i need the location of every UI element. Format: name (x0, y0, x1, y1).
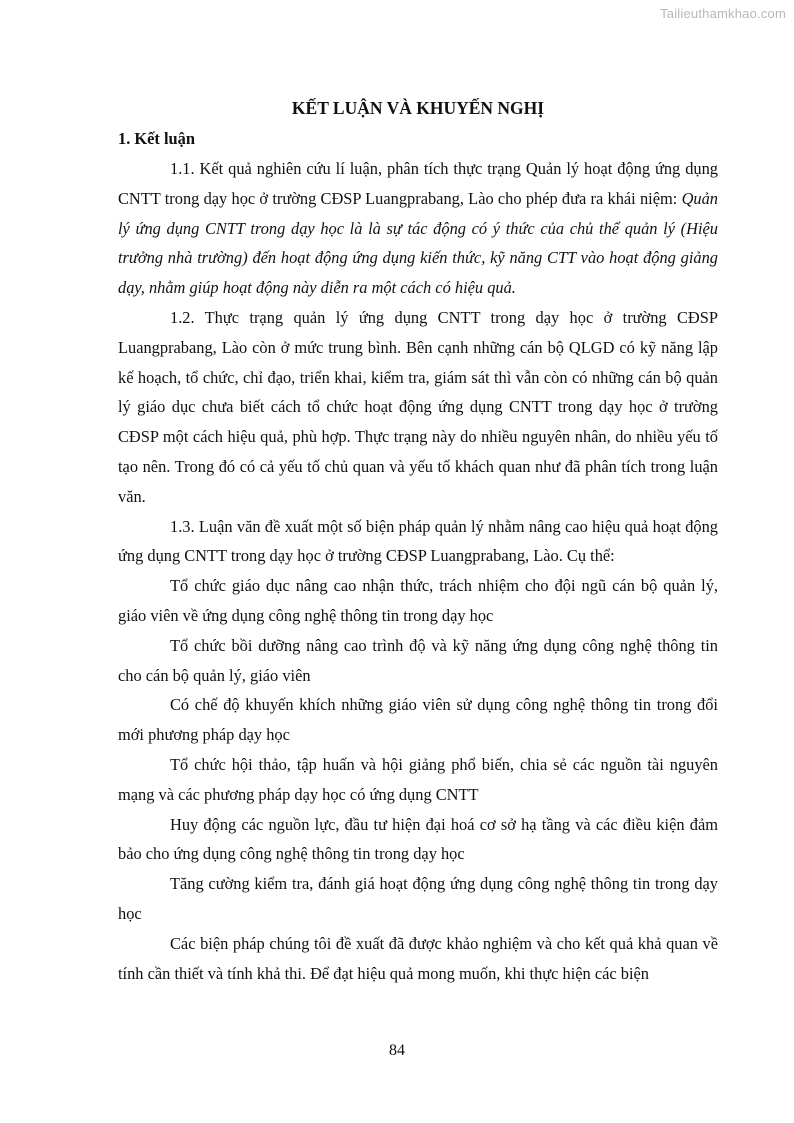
concept-definition: Quản lý ứng dụng CNTT trong dạy học là là sự tác động có ý thức của chủ thể quản lý (Hiệu trưởng nhà trường) đến hoạt động ứng dụng kiến thức, kỹ năng CTT vào hoạt động giảng dạy, nhằm giúp hoạt động này diễn ra một cách có hiệu quả. (118, 188, 718, 298)
closing-paragraph: Các biện pháp chúng tôi đề xuất đã được khảo nghiệm và cho kết quả khả quan về tính cần thiết và tính khả thi. Để đạt hiệu quả mong muốn, khi thực hiện các biện (118, 933, 718, 983)
page-title: KẾT LUẬN VÀ KHUYẾN NGHỊ (291, 98, 545, 118)
paragraph-1-1 (118, 154, 718, 303)
measure-item: Tổ chức giáo dục nâng cao nhận thức, trách nhiệm cho đội ngũ cán bộ quản lý, giáo viên về ứng dụng công nghệ thông tin trong dạy học (118, 576, 718, 625)
section-heading: 1. Kết luận (118, 129, 195, 148)
paragraph-1-3: 1.3. Luận văn đề xuất một số biện pháp quản lý nhằm nâng cao hiệu quả hoạt động ứng dụng CNTT trong dạy học ở trường CĐSP Luangprabang, Lào. Cụ thể: (118, 516, 718, 566)
measure-item: Tổ chức bồi dưỡng nâng cao trình độ và kỹ năng ứng dụng công nghệ thông tin cho cán bộ quản lý, giáo viên (118, 635, 718, 685)
document-body (118, 92, 718, 988)
measure-item: Có chế độ khuyến khích những giáo viên sử dụng công nghệ thông tin trong đổi mới phương pháp dạy học (118, 695, 718, 745)
measure-item: Tăng cường kiểm tra, đánh giá hoạt động ứng dụng công nghệ thông tin trong dạy học (118, 874, 718, 923)
paragraph-1-2: 1.2. Thực trạng quản lý ứng dụng CNTT trong dạy học ở trường CĐSP Luangprabang, Lào còn ở mức trung bình. Bên cạnh những cán bộ QLGD có kỹ năng lập kế hoạch, tổ chức, chỉ đạo, triển khai, kiểm tra, giám sát thì vẫn còn có những cán bộ quản lý giáo dục chưa biết cách tổ chức hoạt động ứng dụng CNTT trong dạy học ở trường CĐSP một cách hiệu quả, phù hợp. Thực trạng này do nhiều nguyên nhân, do nhiều yếu tố tạo nên. Trong đó có cả yếu tố chủ quan và yếu tố khách quan như đã phân tích trong luận văn. (118, 307, 718, 506)
watermark: Tailieuthamkhao.com (660, 6, 786, 21)
page-number: 84 (389, 1042, 405, 1059)
measure-item: Huy động các nguồn lực, đầu tư hiện đại hoá cơ sở hạ tầng và các điều kiện đảm bảo cho ứng dụng công nghệ thông tin trong dạy học (118, 814, 718, 864)
paragraph-1-1-lead: 1.1. Kết quả nghiên cứu lí luận, phân tích thực trạng Quản lý hoạt động ứng dụng CNTT trong dạy học ở trường CĐSP Luangprabang, Lào cho phép đưa ra khái niệm: (118, 159, 718, 208)
measure-item: Tổ chức hội thảo, tập huấn và hội giảng phổ biến, chia sẻ các nguồn tài nguyên mạng và các phương pháp dạy học có ứng dụng CNTT (118, 754, 718, 804)
